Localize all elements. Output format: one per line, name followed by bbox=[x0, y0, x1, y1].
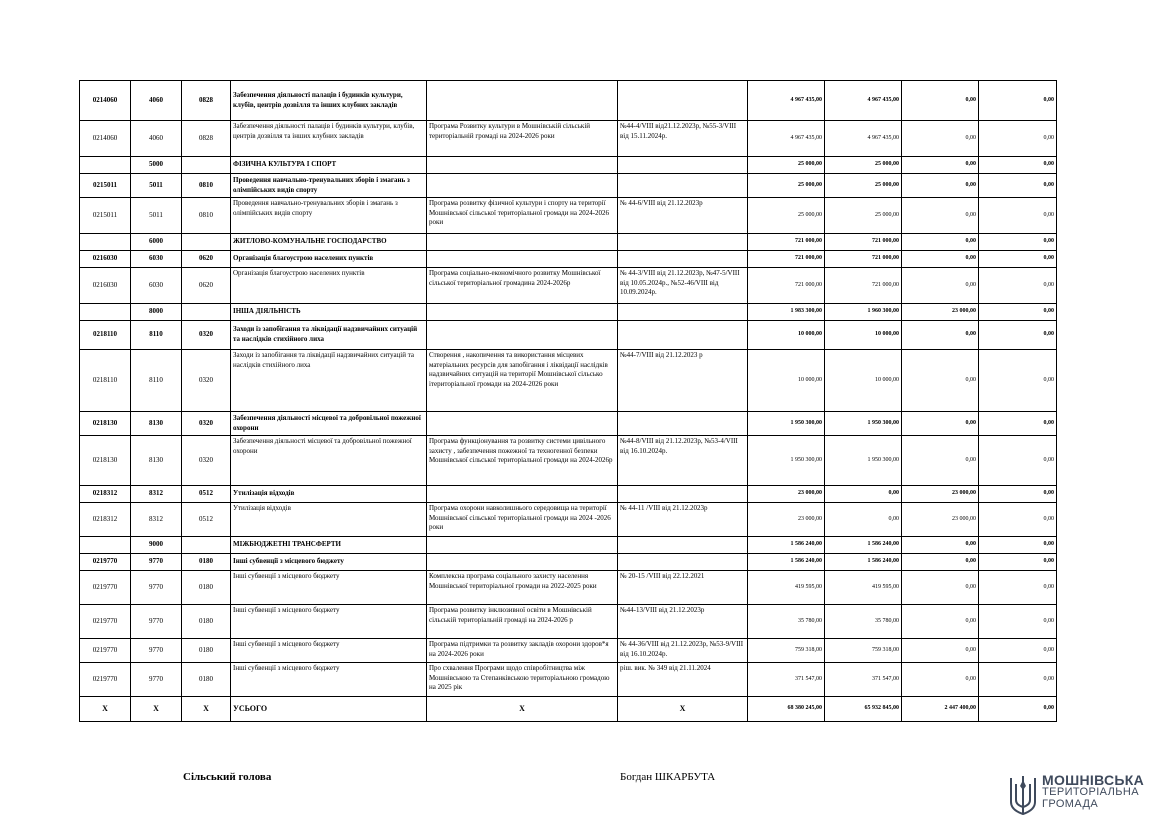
development-budget: 0,00 bbox=[979, 639, 1057, 663]
item-name: Утилізація відходів bbox=[231, 503, 427, 537]
table-row bbox=[80, 321, 1057, 350]
program-name: Створення , накопичення та використання місцевих матеріальних ресурсів для запобігання і ліквідації наслідків надзвичайних ситуацій на території Мошнівської сільсько ітериторіальної громади на 2024-2026 роки bbox=[427, 350, 618, 412]
total-amount: 10 000,00 bbox=[748, 321, 825, 350]
special-fund: 0,00 bbox=[902, 251, 979, 268]
program-name bbox=[427, 554, 618, 571]
program-name bbox=[427, 304, 618, 321]
item-name: ФІЗИЧНА КУЛЬТУРА І СПОРТ bbox=[231, 157, 427, 174]
special-fund: 0,00 bbox=[902, 81, 979, 121]
decision-ref bbox=[618, 486, 748, 503]
general-fund: 4 967 435,00 bbox=[825, 81, 902, 121]
decision-ref bbox=[618, 251, 748, 268]
item-name: Заходи із запобігання та ліквідації надзвичайних ситуацій та наслідків стихійного лиха bbox=[231, 321, 427, 350]
budget-table-body bbox=[80, 81, 1057, 722]
development-budget: 0,00 bbox=[979, 605, 1057, 639]
decision-ref: X bbox=[618, 697, 748, 722]
table-row bbox=[80, 571, 1057, 605]
decision-ref: №44-7/VIII від 21.12.2023 р bbox=[618, 350, 748, 412]
kfkvk-code: 0320 bbox=[182, 321, 231, 350]
special-fund: 0,00 bbox=[902, 321, 979, 350]
decision-ref bbox=[618, 174, 748, 198]
item-name: Інші субвенції з місцевого бюджету bbox=[231, 554, 427, 571]
general-fund: 1 950 300,00 bbox=[825, 436, 902, 486]
development-budget: 0,00 bbox=[979, 571, 1057, 605]
item-name: УСЬОГО bbox=[231, 697, 427, 722]
item-name: Організація благоустрою населених пунктів bbox=[231, 251, 427, 268]
special-fund: 23 000,00 bbox=[902, 486, 979, 503]
table-row bbox=[80, 174, 1057, 198]
table-row bbox=[80, 503, 1057, 537]
program-name: Програма охорони навколишнього середовища на території Мошнівської сільської територіальної громади на 2024 -2026 роки bbox=[427, 503, 618, 537]
general-fund: 25 000,00 bbox=[825, 157, 902, 174]
development-budget: 0,00 bbox=[979, 350, 1057, 412]
total-amount: 371 547,00 bbox=[748, 663, 825, 697]
general-fund: 65 932 845,00 bbox=[825, 697, 902, 722]
kfkvk-code: 0180 bbox=[182, 554, 231, 571]
general-fund: 1 586 240,00 bbox=[825, 554, 902, 571]
tpkvk-code: 9000 bbox=[131, 537, 182, 554]
tpkvk-code: 5011 bbox=[131, 198, 182, 234]
special-fund: 2 447 400,00 bbox=[902, 697, 979, 722]
development-budget: 0,00 bbox=[979, 554, 1057, 571]
tpkvk-code: 4060 bbox=[131, 81, 182, 121]
kpkvk-code: X bbox=[80, 697, 131, 722]
tpkvk-code: 8110 bbox=[131, 321, 182, 350]
kfkvk-code: 0320 bbox=[182, 350, 231, 412]
total-amount: 721 000,00 bbox=[748, 234, 825, 251]
table-row bbox=[80, 605, 1057, 639]
development-budget: 0,00 bbox=[979, 697, 1057, 722]
tpkvk-code: 9770 bbox=[131, 554, 182, 571]
signature-title: Сільський голова bbox=[183, 771, 272, 783]
special-fund: 0,00 bbox=[902, 412, 979, 436]
program-name: Програма соціально-економічного розвитку Мошнівської сільської територіальної громадина 2024-2026р bbox=[427, 268, 618, 304]
kpkvk-code bbox=[80, 234, 131, 251]
logo-line-3: ГРОМАДА bbox=[1042, 798, 1099, 810]
general-fund: 0,00 bbox=[825, 486, 902, 503]
development-budget: 0,00 bbox=[979, 412, 1057, 436]
total-amount: 10 000,00 bbox=[748, 350, 825, 412]
decision-ref bbox=[618, 412, 748, 436]
kpkvk-code: 0216030 bbox=[80, 268, 131, 304]
kfkvk-code: 0320 bbox=[182, 412, 231, 436]
table-row bbox=[80, 554, 1057, 571]
decision-ref: ріш. вик. № 349 від 21.11.2024 bbox=[618, 663, 748, 697]
item-name: Проведення навчально-тренувальних зборів і змагань з олімпійських видів спорту bbox=[231, 198, 427, 234]
decision-ref bbox=[618, 81, 748, 121]
trident-icon bbox=[1008, 774, 1038, 818]
decision-ref: № 44-36/VIII від 21.12.2023р, №53-9/VIII від 16.10.2024р. bbox=[618, 639, 748, 663]
tpkvk-code: 9770 bbox=[131, 639, 182, 663]
general-fund: 25 000,00 bbox=[825, 198, 902, 234]
table-row bbox=[80, 486, 1057, 503]
tpkvk-code: 5011 bbox=[131, 174, 182, 198]
program-name bbox=[427, 251, 618, 268]
total-amount: 1 950 300,00 bbox=[748, 436, 825, 486]
total-amount: 35 780,00 bbox=[748, 605, 825, 639]
kpkvk-code bbox=[80, 537, 131, 554]
kfkvk-code: X bbox=[182, 697, 231, 722]
table-row bbox=[80, 436, 1057, 486]
development-budget: 0,00 bbox=[979, 174, 1057, 198]
decision-ref: № 44-11 /VIII від 21.12.2023р bbox=[618, 503, 748, 537]
special-fund: 0,00 bbox=[902, 554, 979, 571]
program-name bbox=[427, 537, 618, 554]
decision-ref bbox=[618, 304, 748, 321]
special-fund: 23 000,00 bbox=[902, 503, 979, 537]
kfkvk-code: 0180 bbox=[182, 663, 231, 697]
program-name bbox=[427, 486, 618, 503]
special-fund: 0,00 bbox=[902, 571, 979, 605]
kfkvk-code: 0180 bbox=[182, 639, 231, 663]
development-budget: 0,00 bbox=[979, 81, 1057, 121]
kpkvk-code: 0218110 bbox=[80, 321, 131, 350]
development-budget: 0,00 bbox=[979, 234, 1057, 251]
table-row bbox=[80, 234, 1057, 251]
total-amount: 4 967 435,00 bbox=[748, 121, 825, 157]
tpkvk-code: X bbox=[131, 697, 182, 722]
total-amount: 4 967 435,00 bbox=[748, 81, 825, 121]
program-name bbox=[427, 321, 618, 350]
general-fund: 721 000,00 bbox=[825, 234, 902, 251]
kpkvk-code: 0219770 bbox=[80, 605, 131, 639]
kpkvk-code: 0214060 bbox=[80, 121, 131, 157]
tpkvk-code: 8312 bbox=[131, 486, 182, 503]
total-amount: 1 586 240,00 bbox=[748, 537, 825, 554]
total-amount: 23 000,00 bbox=[748, 503, 825, 537]
tpkvk-code: 8110 bbox=[131, 350, 182, 412]
decision-ref: № 20-15 /VIII від 22.12.2021 bbox=[618, 571, 748, 605]
total-amount: 23 000,00 bbox=[748, 486, 825, 503]
development-budget: 0,00 bbox=[979, 198, 1057, 234]
table-row bbox=[80, 639, 1057, 663]
general-fund: 10 000,00 bbox=[825, 350, 902, 412]
logo-line-2: ТЕРИТОРІАЛЬНА bbox=[1042, 786, 1139, 798]
program-name: Про схвалення Програми щодо співробітництва між Мошнівською та Степанківською територіальною громадою на 2025 рік bbox=[427, 663, 618, 697]
program-name: Програма Розвитку культури в Мошнівській сільській територіальній громаді на 2024-2026 роки bbox=[427, 121, 618, 157]
table-row bbox=[80, 268, 1057, 304]
total-amount: 25 000,00 bbox=[748, 157, 825, 174]
item-name: МІЖБЮДЖЕТНІ ТРАНСФЕРТИ bbox=[231, 537, 427, 554]
kfkvk-code: 0620 bbox=[182, 251, 231, 268]
item-name: Забезпечення діяльності палаців i будинків культури, клубів, центрів дозвілля та iнших клубних закладів bbox=[231, 81, 427, 121]
special-fund: 0,00 bbox=[902, 605, 979, 639]
development-budget: 0,00 bbox=[979, 268, 1057, 304]
special-fund: 0,00 bbox=[902, 436, 979, 486]
item-name: Інші субвенції з місцевого бюджету bbox=[231, 663, 427, 697]
table-row bbox=[80, 412, 1057, 436]
tpkvk-code: 8312 bbox=[131, 503, 182, 537]
general-fund: 4 967 435,00 bbox=[825, 121, 902, 157]
decision-ref bbox=[618, 234, 748, 251]
item-name: Утилізація відходів bbox=[231, 486, 427, 503]
development-budget: 0,00 bbox=[979, 486, 1057, 503]
kfkvk-code: 0180 bbox=[182, 571, 231, 605]
item-name: Інші субвенції з місцевого бюджету bbox=[231, 605, 427, 639]
kpkvk-code: 0218312 bbox=[80, 486, 131, 503]
special-fund: 0,00 bbox=[902, 268, 979, 304]
program-name: Програма підтримки та розвитку закладів охорони здоров*я на 2024-2026 роки bbox=[427, 639, 618, 663]
program-name: Програма функціонування та розвитку системи цивільного захисту , забезпечення пожежної та техногенної безпеки Мошнівської сільської територіальної громади на 2024-2026р bbox=[427, 436, 618, 486]
item-name: Забезпечення діяльності місцевої та добровільної пожежної охорони bbox=[231, 412, 427, 436]
decision-ref: №44-8/VIII від 21.12.2023р, №53-4/VIII від 16.10.2024р. bbox=[618, 436, 748, 486]
special-fund: 0,00 bbox=[902, 198, 979, 234]
special-fund: 0,00 bbox=[902, 639, 979, 663]
tpkvk-code: 5000 bbox=[131, 157, 182, 174]
development-budget: 0,00 bbox=[979, 157, 1057, 174]
special-fund: 0,00 bbox=[902, 234, 979, 251]
table-row bbox=[80, 121, 1057, 157]
development-budget: 0,00 bbox=[979, 321, 1057, 350]
item-name: Забезпечення діяльності палаців i будинків культури, клубів, центрів дозвілля та iнших клубних закладів bbox=[231, 121, 427, 157]
kfkvk-code: 0810 bbox=[182, 174, 231, 198]
table-row bbox=[80, 304, 1057, 321]
general-fund: 25 000,00 bbox=[825, 174, 902, 198]
total-amount: 25 000,00 bbox=[748, 174, 825, 198]
program-name: X bbox=[427, 697, 618, 722]
decision-ref: № 44-6/VIII від 21.12.2023р bbox=[618, 198, 748, 234]
total-amount: 419 595,00 bbox=[748, 571, 825, 605]
total-amount: 25 000,00 bbox=[748, 198, 825, 234]
table-row bbox=[80, 251, 1057, 268]
tpkvk-code: 9770 bbox=[131, 605, 182, 639]
tpkvk-code: 6030 bbox=[131, 251, 182, 268]
general-fund: 1 960 300,00 bbox=[825, 304, 902, 321]
kpkvk-code: 0219770 bbox=[80, 639, 131, 663]
item-name: Заходи із запобігання та ліквідації надзвичайних ситуацій та наслідків стихійного лиха bbox=[231, 350, 427, 412]
kpkvk-code: 0219770 bbox=[80, 663, 131, 697]
development-budget: 0,00 bbox=[979, 503, 1057, 537]
special-fund: 23 000,00 bbox=[902, 304, 979, 321]
kpkvk-code: 0219770 bbox=[80, 571, 131, 605]
kpkvk-code: 0219770 bbox=[80, 554, 131, 571]
logo-line-1: МОШНІВСЬКА bbox=[1042, 772, 1145, 788]
total-amount: 721 000,00 bbox=[748, 251, 825, 268]
table-row bbox=[80, 81, 1057, 121]
total-amount: 1 950 300,00 bbox=[748, 412, 825, 436]
development-budget: 0,00 bbox=[979, 121, 1057, 157]
general-fund: 10 000,00 bbox=[825, 321, 902, 350]
kfkvk-code: 0810 bbox=[182, 198, 231, 234]
general-fund: 371 547,00 bbox=[825, 663, 902, 697]
tpkvk-code: 6000 bbox=[131, 234, 182, 251]
program-name bbox=[427, 412, 618, 436]
program-name bbox=[427, 157, 618, 174]
tpkvk-code: 8130 bbox=[131, 436, 182, 486]
item-name: ІНША ДІЯЛЬНІСТЬ bbox=[231, 304, 427, 321]
program-name: Програма розвитку інклюзивної освіти в Мошнівській сільській територіальній громаді на 2024-2026 р bbox=[427, 605, 618, 639]
table-row bbox=[80, 157, 1057, 174]
kfkvk-code: 0180 bbox=[182, 605, 231, 639]
general-fund: 419 595,00 bbox=[825, 571, 902, 605]
kfkvk-code: 0320 bbox=[182, 436, 231, 486]
program-name bbox=[427, 81, 618, 121]
total-amount: 68 380 245,00 bbox=[748, 697, 825, 722]
signature-name: Богдан ШКАРБУТА bbox=[620, 771, 716, 783]
kpkvk-code: 0218130 bbox=[80, 436, 131, 486]
program-name: Програма розвитку фізичної культури і спорту на території Мошнівської сільської територіальної громади на 2024-2026 роки bbox=[427, 198, 618, 234]
total-amount: 1 983 300,00 bbox=[748, 304, 825, 321]
development-budget: 0,00 bbox=[979, 251, 1057, 268]
special-fund: 0,00 bbox=[902, 157, 979, 174]
decision-ref: №44-4/VIII від21.12.2023р, №55-3/VIII від 15.11.2024р. bbox=[618, 121, 748, 157]
general-fund: 1 586 240,00 bbox=[825, 537, 902, 554]
general-fund: 0,00 bbox=[825, 503, 902, 537]
kpkvk-code: 0218130 bbox=[80, 412, 131, 436]
tpkvk-code: 9770 bbox=[131, 663, 182, 697]
kfkvk-code: 0620 bbox=[182, 268, 231, 304]
total-amount: 721 000,00 bbox=[748, 268, 825, 304]
tpkvk-code: 4060 bbox=[131, 121, 182, 157]
table-row bbox=[80, 198, 1057, 234]
item-name: Організація благоустрою населених пунктів bbox=[231, 268, 427, 304]
tpkvk-code: 9770 bbox=[131, 571, 182, 605]
program-name: Комплексна програма соціального захисту населення Мошнівської територіальної громади на 2022-2025 роки bbox=[427, 571, 618, 605]
general-fund: 721 000,00 bbox=[825, 268, 902, 304]
kpkvk-code bbox=[80, 157, 131, 174]
kpkvk-code: 0214060 bbox=[80, 81, 131, 121]
item-name: Інші субвенції з місцевого бюджету bbox=[231, 571, 427, 605]
total-amount: 759 318,00 bbox=[748, 639, 825, 663]
special-fund: 0,00 bbox=[902, 174, 979, 198]
table-row bbox=[80, 663, 1057, 697]
item-name: ЖИТЛОВО-КОМУНАЛЬНЕ ГОСПОДАРСТВО bbox=[231, 234, 427, 251]
table-row bbox=[80, 537, 1057, 554]
tpkvk-code: 6030 bbox=[131, 268, 182, 304]
special-fund: 0,00 bbox=[902, 121, 979, 157]
kfkvk-code: 0828 bbox=[182, 81, 231, 121]
item-name: Забезпечення діяльності місцевої та добровільної пожежної охорони bbox=[231, 436, 427, 486]
kpkvk-code: 0218110 bbox=[80, 350, 131, 412]
kfkvk-code bbox=[182, 304, 231, 321]
development-budget: 0,00 bbox=[979, 663, 1057, 697]
development-budget: 0,00 bbox=[979, 304, 1057, 321]
development-budget: 0,00 bbox=[979, 436, 1057, 486]
kfkvk-code: 0512 bbox=[182, 503, 231, 537]
kfkvk-code bbox=[182, 157, 231, 174]
kfkvk-code bbox=[182, 537, 231, 554]
decision-ref: № 44-3/VIII від 21.12.2023р, №47-5/VIII від 10.05.2024р., №52-46/VIII від 10.09.2024р. bbox=[618, 268, 748, 304]
table-row bbox=[80, 350, 1057, 412]
decision-ref: №44-13/VIII від 21.12.2023р bbox=[618, 605, 748, 639]
item-name: Проведення навчально-тренувальних зборів і змагань з олімпійських видів спорту bbox=[231, 174, 427, 198]
kpkvk-code: 0215011 bbox=[80, 174, 131, 198]
general-fund: 759 318,00 bbox=[825, 639, 902, 663]
special-fund: 0,00 bbox=[902, 350, 979, 412]
general-fund: 35 780,00 bbox=[825, 605, 902, 639]
kfkvk-code bbox=[182, 234, 231, 251]
budget-table bbox=[79, 80, 1057, 722]
kpkvk-code: 0215011 bbox=[80, 198, 131, 234]
kfkvk-code: 0828 bbox=[182, 121, 231, 157]
special-fund: 0,00 bbox=[902, 663, 979, 697]
general-fund: 721 000,00 bbox=[825, 251, 902, 268]
tpkvk-code: 8130 bbox=[131, 412, 182, 436]
logo-text bbox=[1042, 774, 1144, 810]
table-row bbox=[80, 697, 1057, 722]
special-fund: 0,00 bbox=[902, 537, 979, 554]
kpkvk-code: 0218312 bbox=[80, 503, 131, 537]
program-name bbox=[427, 174, 618, 198]
community-logo bbox=[1008, 774, 1158, 820]
decision-ref bbox=[618, 321, 748, 350]
kfkvk-code: 0512 bbox=[182, 486, 231, 503]
program-name bbox=[427, 234, 618, 251]
general-fund: 1 950 300,00 bbox=[825, 412, 902, 436]
tpkvk-code: 8000 bbox=[131, 304, 182, 321]
decision-ref bbox=[618, 554, 748, 571]
total-amount: 1 586 240,00 bbox=[748, 554, 825, 571]
kpkvk-code bbox=[80, 304, 131, 321]
item-name: Інші субвенції з місцевого бюджету bbox=[231, 639, 427, 663]
kpkvk-code: 0216030 bbox=[80, 251, 131, 268]
decision-ref bbox=[618, 537, 748, 554]
decision-ref bbox=[618, 157, 748, 174]
development-budget: 0,00 bbox=[979, 537, 1057, 554]
